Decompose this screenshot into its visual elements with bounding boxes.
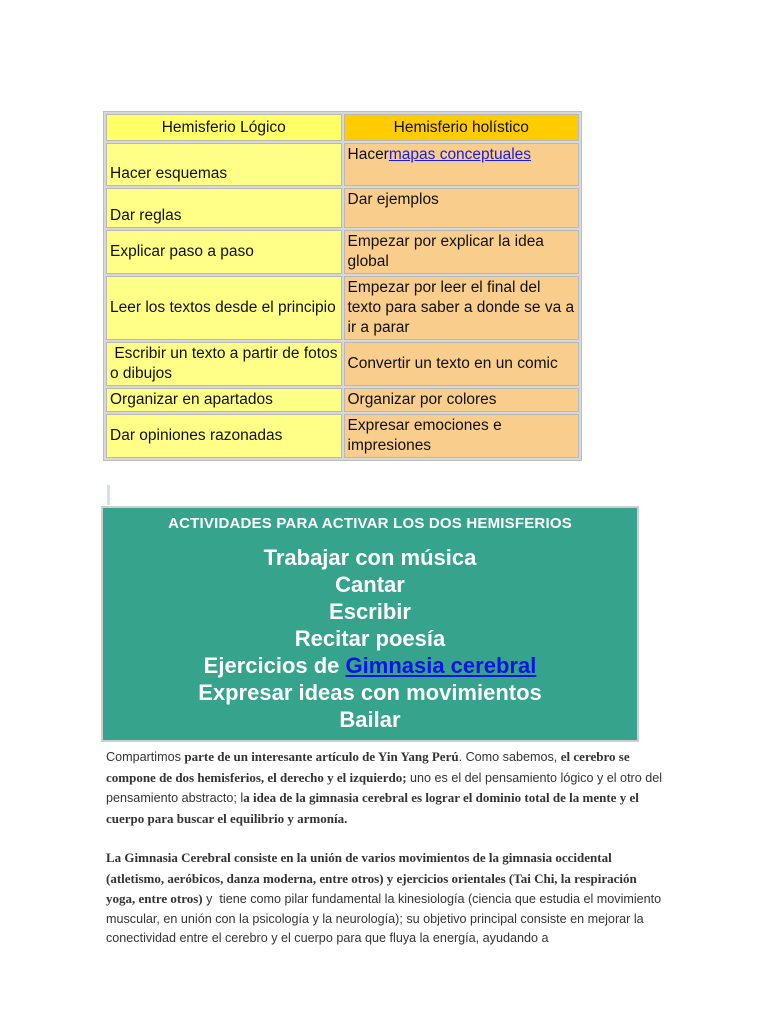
activity-item: Escribir bbox=[329, 599, 411, 624]
table-cell-left: Dar reglas bbox=[106, 188, 342, 228]
gimnasia-cerebral-link[interactable]: Gimnasia cerebral bbox=[345, 653, 537, 678]
table-cell-left: Dar opiniones razonadas bbox=[106, 414, 342, 458]
activities-title: ACTIVIDADES PARA ACTIVAR LOS DOS HEMISFERIOS bbox=[168, 515, 572, 532]
article-paragraph-1 bbox=[106, 747, 666, 829]
table-row bbox=[106, 230, 579, 274]
table-cell-right: Empezar por explicar la idea global bbox=[344, 230, 580, 274]
activity-item: Expresar ideas con movimientos bbox=[198, 680, 542, 705]
table-cell-right: Dar ejemplos bbox=[344, 188, 580, 228]
activities-box bbox=[101, 506, 639, 742]
table-row bbox=[106, 143, 579, 186]
table-cell-right bbox=[344, 143, 580, 186]
table-cell-right: Convertir un texto en un comic bbox=[344, 342, 580, 386]
table-cell-left: Explicar paso a paso bbox=[106, 230, 342, 274]
text-run-bold: el cerebro se compone de dos hemisferios, el derecho y el izquierdo; bbox=[106, 749, 630, 785]
table-row bbox=[106, 188, 579, 228]
table-cell-left: Leer los textos desde el principio bbox=[106, 276, 342, 340]
text-run: . Como sabemos, bbox=[458, 750, 561, 764]
article-paragraph-2 bbox=[106, 848, 666, 949]
table-cell-left: Hacer esquemas bbox=[106, 143, 342, 186]
table-cell-right: Organizar por colores bbox=[344, 388, 580, 412]
table-cell-left: Organizar en apartados bbox=[106, 388, 342, 412]
activity-item: Recitar poesía bbox=[294, 626, 446, 651]
activity-item-gimnasia bbox=[103, 652, 637, 679]
table-header-row bbox=[106, 114, 579, 141]
table-cell-left: Escribir un texto a partir de fotos o dibujos bbox=[106, 342, 342, 386]
table-cell-right: Empezar por leer el final del texto para saber a donde se va a ir a parar bbox=[344, 276, 580, 340]
text-run: uno es el del pensamiento lógico y el otro del pensamiento abstracto; l bbox=[106, 770, 663, 805]
table-row bbox=[106, 342, 579, 386]
header-hemisferio-logico: Hemisferio Lógico bbox=[106, 114, 342, 141]
mapas-conceptuales-link[interactable]: mapas conceptuales bbox=[388, 146, 532, 163]
activity-item-prefix: Ejercicios de bbox=[203, 653, 346, 678]
activity-item: Cantar bbox=[335, 572, 405, 597]
header-hemisferio-holistico: Hemisferio holístico bbox=[344, 114, 580, 141]
cell-text: Hacer bbox=[347, 146, 389, 163]
activity-item: Trabajar con música bbox=[263, 545, 477, 570]
text-run: y tiene como pilar fundamental la kinesiología (ciencia que estudia el movimiento muscular, en unión con la psicología y la neurología); su objetivo principal consiste en mejorar la conectividad entre el cerebro y el cuerpo para que fluya la energía, ayudando a bbox=[106, 892, 665, 945]
comparison-table bbox=[103, 111, 582, 461]
activities-list bbox=[103, 544, 637, 733]
decorative-mark bbox=[107, 485, 110, 505]
table-row bbox=[106, 388, 579, 412]
table-cell-right: Expresar emociones e impresiones bbox=[344, 414, 580, 458]
text-run-bold: parte de un interesante artículo de Yin Yang Perú bbox=[184, 749, 459, 764]
activity-item: Bailar bbox=[339, 707, 401, 732]
text-run: Compartimos bbox=[106, 750, 185, 764]
table-row bbox=[106, 414, 579, 458]
table-row bbox=[106, 276, 579, 340]
article-text bbox=[106, 747, 666, 968]
text-run-bold: a idea de la gimnasia cerebral es lograr el dominio total de la mente y el cuerpo para buscar el equilibrio y armonía. bbox=[106, 790, 639, 826]
text-run-bold: La Gimnasia Cerebral consiste en la unión de varios movimientos de la gimnasia occidental (atletismo, aeróbicos, danza moderna, entre otros) y ejercicios orientales (Tai Chi, la respiración yoga, entre otros) bbox=[106, 850, 637, 906]
